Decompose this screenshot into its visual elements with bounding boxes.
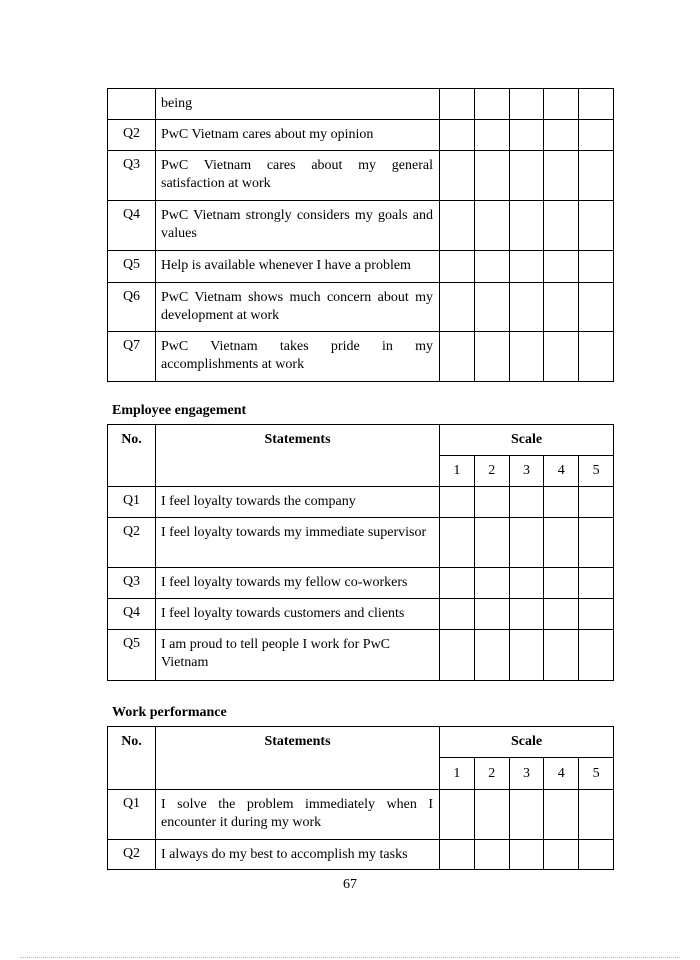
- section-title-engagement: Employee engagement: [112, 403, 247, 418]
- row-statement: I feel loyalty towards customers and clients: [156, 599, 440, 630]
- page-number: 67: [343, 877, 357, 892]
- scale-cell[interactable]: [509, 487, 544, 518]
- header-no: No.: [108, 727, 156, 790]
- table-row: [108, 251, 614, 283]
- scale-cell[interactable]: [440, 332, 475, 382]
- table-row: [108, 283, 614, 332]
- row-number: Q1: [108, 790, 156, 840]
- header-scale: Scale: [440, 425, 614, 456]
- scale-value: 2: [474, 758, 509, 790]
- scale-cell[interactable]: [544, 599, 579, 630]
- table-row: [108, 151, 614, 201]
- scale-cell[interactable]: [474, 568, 509, 599]
- scale-cell[interactable]: [509, 599, 544, 630]
- scale-cell[interactable]: [509, 332, 544, 382]
- scale-cell[interactable]: [509, 790, 544, 840]
- scale-cell[interactable]: [474, 283, 509, 332]
- scale-cell[interactable]: [579, 283, 614, 332]
- header-no: No.: [108, 425, 156, 487]
- table-row: [108, 89, 614, 120]
- scale-cell[interactable]: [474, 790, 509, 840]
- scale-value: 4: [544, 456, 579, 487]
- scale-cell[interactable]: [474, 120, 509, 151]
- scale-value: 1: [440, 456, 475, 487]
- scale-cell[interactable]: [440, 599, 475, 630]
- scale-cell[interactable]: [509, 283, 544, 332]
- page-edge-rule: [20, 957, 680, 958]
- row-statement: I solve the problem immediately when I encounter it during my work: [156, 790, 440, 840]
- row-statement: being: [156, 89, 440, 120]
- scale-cell[interactable]: [544, 487, 579, 518]
- scale-cell[interactable]: [509, 630, 544, 681]
- scale-cell[interactable]: [544, 120, 579, 151]
- scale-cell[interactable]: [579, 518, 614, 568]
- scale-cell[interactable]: [440, 120, 475, 151]
- scale-value: 5: [579, 758, 614, 790]
- scale-cell[interactable]: [440, 151, 475, 201]
- scale-value: 1: [440, 758, 475, 790]
- scale-cell[interactable]: [509, 518, 544, 568]
- scale-cell[interactable]: [579, 568, 614, 599]
- table-row: [108, 201, 614, 251]
- row-number: Q1: [108, 487, 156, 518]
- scale-cell[interactable]: [544, 283, 579, 332]
- scale-cell[interactable]: [440, 487, 475, 518]
- scale-value: 3: [509, 456, 544, 487]
- scale-cell[interactable]: [474, 151, 509, 201]
- scale-value: 4: [544, 758, 579, 790]
- scale-cell[interactable]: [544, 201, 579, 251]
- header-scale: Scale: [440, 727, 614, 758]
- scale-cell[interactable]: [544, 89, 579, 120]
- row-number: Q3: [108, 151, 156, 201]
- row-statement: I always do my best to accomplish my tasks: [156, 840, 440, 870]
- scale-cell[interactable]: [579, 151, 614, 201]
- engagement-table: [107, 424, 614, 681]
- row-statement: PwC Vietnam cares about my opinion: [156, 120, 440, 151]
- row-number: [108, 89, 156, 120]
- scale-cell[interactable]: [509, 251, 544, 283]
- scale-cell[interactable]: [544, 251, 579, 283]
- table-row: [108, 630, 614, 681]
- row-number: Q2: [108, 518, 156, 568]
- scale-cell[interactable]: [544, 840, 579, 870]
- table-row: [108, 840, 614, 870]
- scale-cell[interactable]: [579, 790, 614, 840]
- scale-cell[interactable]: [579, 840, 614, 870]
- row-number: Q3: [108, 568, 156, 599]
- scale-cell[interactable]: [440, 568, 475, 599]
- scale-cell[interactable]: [474, 332, 509, 382]
- header-statements: Statements: [156, 425, 440, 487]
- table-row: [108, 518, 614, 568]
- header-row: [108, 425, 614, 456]
- scale-cell[interactable]: [579, 201, 614, 251]
- scale-cell[interactable]: [509, 151, 544, 201]
- row-number: Q4: [108, 201, 156, 251]
- scale-cell[interactable]: [440, 89, 475, 120]
- scale-cell[interactable]: [474, 251, 509, 283]
- scale-cell[interactable]: [440, 518, 475, 568]
- row-statement: I am proud to tell people I work for PwC Vietnam: [156, 630, 440, 681]
- table-row: [108, 568, 614, 599]
- row-number: Q2: [108, 120, 156, 151]
- row-statement: PwC Vietnam cares about my general satisfaction at work: [156, 151, 440, 201]
- scale-cell[interactable]: [509, 568, 544, 599]
- scale-cell[interactable]: [474, 89, 509, 120]
- row-number: Q5: [108, 251, 156, 283]
- scale-cell[interactable]: [440, 283, 475, 332]
- scale-cell[interactable]: [474, 599, 509, 630]
- scale-cell[interactable]: [579, 120, 614, 151]
- scale-value: 5: [579, 456, 614, 487]
- table-row: [108, 599, 614, 630]
- scale-cell[interactable]: [440, 251, 475, 283]
- scale-cell[interactable]: [474, 840, 509, 870]
- table-row: [108, 332, 614, 382]
- row-number: Q2: [108, 840, 156, 870]
- row-statement: PwC Vietnam strongly considers my goals and values: [156, 201, 440, 251]
- row-statement: I feel loyalty towards my fellow co-workers: [156, 568, 440, 599]
- scale-cell[interactable]: [474, 487, 509, 518]
- scale-cell[interactable]: [440, 840, 475, 870]
- scale-cell[interactable]: [474, 518, 509, 568]
- scale-value: 2: [474, 456, 509, 487]
- scale-cell[interactable]: [440, 201, 475, 251]
- scale-cell[interactable]: [544, 332, 579, 382]
- scale-cell[interactable]: [544, 151, 579, 201]
- row-statement: PwC Vietnam shows much concern about my development at work: [156, 283, 440, 332]
- row-statement: PwC Vietnam takes pride in my accomplishments at work: [156, 332, 440, 382]
- row-statement: Help is available whenever I have a problem: [156, 251, 440, 283]
- row-statement: I feel loyalty towards the company: [156, 487, 440, 518]
- scale-cell[interactable]: [544, 630, 579, 681]
- scale-cell[interactable]: [509, 120, 544, 151]
- scale-cell[interactable]: [579, 251, 614, 283]
- scale-cell[interactable]: [579, 599, 614, 630]
- scale-cell[interactable]: [579, 332, 614, 382]
- row-number: Q5: [108, 630, 156, 681]
- scale-value: 3: [509, 758, 544, 790]
- scale-cell[interactable]: [509, 201, 544, 251]
- row-number: Q6: [108, 283, 156, 332]
- scale-cell[interactable]: [474, 630, 509, 681]
- scale-cell[interactable]: [509, 89, 544, 120]
- header-row: [108, 727, 614, 758]
- scale-cell[interactable]: [544, 568, 579, 599]
- scale-cell[interactable]: [544, 518, 579, 568]
- table-row: [108, 790, 614, 840]
- support-table: [107, 88, 614, 382]
- scale-cell[interactable]: [579, 630, 614, 681]
- header-statements: Statements: [156, 727, 440, 790]
- scale-cell[interactable]: [509, 840, 544, 870]
- scale-cell[interactable]: [440, 630, 475, 681]
- row-number: Q4: [108, 599, 156, 630]
- scale-cell[interactable]: [544, 790, 579, 840]
- scale-cell[interactable]: [474, 201, 509, 251]
- row-number: Q7: [108, 332, 156, 382]
- performance-table: [107, 726, 614, 870]
- scale-cell[interactable]: [440, 790, 475, 840]
- scale-cell[interactable]: [579, 89, 614, 120]
- table-row: [108, 487, 614, 518]
- scale-cell[interactable]: [579, 487, 614, 518]
- row-statement: I feel loyalty towards my immediate supervisor: [156, 518, 440, 568]
- section-title-performance: Work performance: [112, 705, 227, 720]
- table-row: [108, 120, 614, 151]
